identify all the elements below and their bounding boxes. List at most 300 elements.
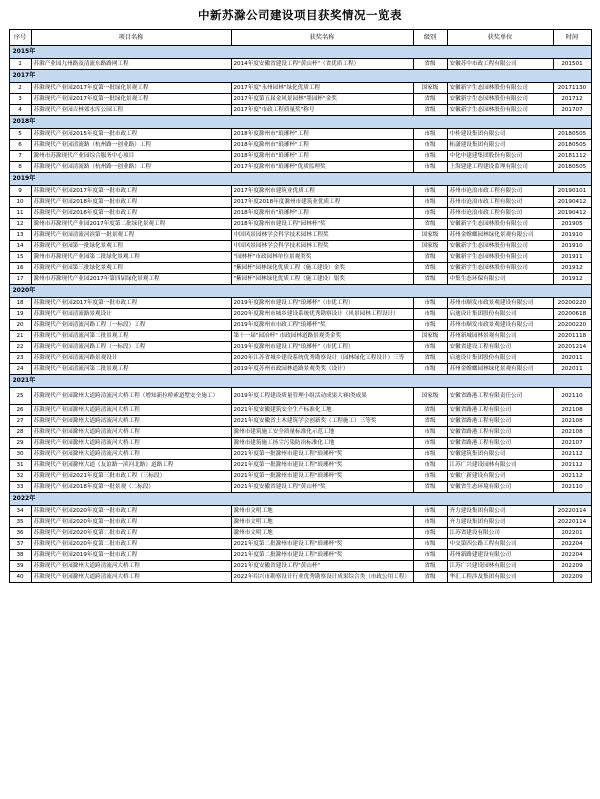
cell-level: 市级 — [413, 364, 447, 375]
cell-project: 苏滁现代产业园吉林郊水库公园工程 — [31, 105, 231, 116]
cell-date: 202108 — [553, 416, 591, 427]
cell-no: 33 — [9, 482, 31, 493]
cell-level: 市级 — [413, 539, 447, 550]
year-label: 2019年 — [9, 173, 591, 186]
table-row — [9, 129, 591, 140]
cell-project: 苏滁现代产业园清流河滨第一批景观工程 — [31, 230, 231, 241]
cell-org: 安徽新宇生态园林股份有限公司 — [447, 263, 553, 274]
cell-org: 安徽省路港工程有限公司 — [447, 416, 553, 427]
cell-org: 安徽省路港工程有限公司 — [447, 438, 553, 449]
cell-award: 2020年度滁州市城乡建设系统优秀勘察设计（风景园林工程设计） — [231, 309, 413, 320]
cell-no: 10 — [9, 197, 31, 208]
cell-level: 市级 — [413, 309, 447, 320]
cell-level: 国家级 — [413, 241, 447, 252]
cell-project: 苏滁现代产业园2018年度第一批景观（二标段） — [31, 482, 231, 493]
table-row — [9, 83, 591, 94]
cell-date: 202112 — [553, 449, 591, 460]
cell-level: 省级 — [413, 252, 447, 263]
cell-level: 市级 — [413, 517, 447, 528]
table-row — [9, 550, 591, 561]
table-row — [9, 449, 591, 460]
cell-award: 滁州市文明工地 — [231, 528, 413, 539]
cell-org: 安徽广新建设有限公司 — [447, 471, 553, 482]
cell-date: 201911 — [553, 252, 591, 263]
cell-org: 苏州市顺发市政景观建设有限公司 — [447, 320, 553, 331]
cell-level: 省级 — [413, 94, 447, 105]
cell-no: 2 — [9, 83, 31, 94]
cell-no: 1 — [9, 59, 31, 70]
cell-level: 市级 — [413, 449, 447, 460]
cell-no: 7 — [9, 151, 31, 162]
cell-org: 安徽建筑集团有限公司 — [447, 449, 553, 460]
cell-date: 201905 — [553, 219, 591, 230]
cell-date: 20201118 — [553, 331, 591, 342]
table-row — [9, 416, 591, 427]
year-group-row — [9, 70, 591, 83]
col-header-award: 获奖名称 — [231, 30, 413, 46]
cell-org: 安徽新宇生态园林股份有限公司 — [447, 105, 553, 116]
cell-no: 40 — [9, 572, 31, 583]
cell-no: 11 — [9, 208, 31, 219]
cell-date: 20200220 — [553, 320, 591, 331]
cell-no: 18 — [9, 298, 31, 309]
cell-org: 安徽省路港工程有限责任公司 — [447, 388, 553, 405]
cell-project: 苏滁现代产业园清流路（杭州路一创业路）工程 — [31, 162, 231, 173]
cell-award: 2019年度工程建设质量管理小组活动成果大赛I类成果 — [231, 388, 413, 405]
cell-award: "紫园杯"园林绿化优质工程（施工建设）金奖 — [231, 263, 413, 274]
year-group-row — [9, 173, 591, 186]
cell-date: 201707 — [553, 105, 591, 116]
cell-project: 滁州市苏滁现代产业园2017年度第二批绿化景观工程 — [31, 219, 231, 230]
cell-level: 市级 — [413, 528, 447, 539]
cell-no: 22 — [9, 342, 31, 353]
cell-no: 12 — [9, 219, 31, 230]
cell-no: 19 — [9, 309, 31, 320]
cell-project: 苏滁现代产业园滁州大道跨清流河大桥工程（增知新拉桥索道墅安全施工） — [31, 388, 231, 405]
cell-no: 15 — [9, 252, 31, 263]
cell-level: 市级 — [413, 162, 447, 173]
cell-date: 202204 — [553, 539, 591, 550]
cell-date: 202107 — [553, 438, 591, 449]
cell-award: 2021年度第一批滁州市建设工程"琅琊杯"奖 — [231, 460, 413, 471]
cell-date: 202209 — [553, 572, 591, 583]
cell-award: 2019年度滁州市建设工程"琅琊杯"（市优工程） — [231, 342, 413, 353]
cell-project: 苏滁现代产业园清流河路工程（一标段）工程 — [31, 320, 231, 331]
cell-project: 苏滁现代产业园第三批绿化景观工程 — [31, 263, 231, 274]
cell-date: 20171130 — [553, 83, 591, 94]
cell-org: 苏州金螳螂园林绿化景观有限公司 — [447, 230, 553, 241]
cell-date: 201910 — [553, 230, 591, 241]
page-title: 中新苏滁公司建设项目获奖情况一览表 — [198, 8, 402, 22]
cell-level: 市级 — [413, 298, 447, 309]
year-label: 2018年 — [9, 116, 591, 129]
cell-date: 201910 — [553, 241, 591, 252]
table-row — [9, 405, 591, 416]
cell-date: 202209 — [553, 561, 591, 572]
cell-org: 齐力建设集团有限公司 — [447, 517, 553, 528]
cell-org: 安徽省路港工程有限公司 — [447, 427, 553, 438]
cell-project: 苏滁现代产业园2017年度第一批绿化景观工程 — [31, 83, 231, 94]
cell-award: 2019年度滁州市市政工程"琅琊杯"奖 — [231, 320, 413, 331]
cell-org: 苏州市沧浪市政工程有限公司 — [447, 197, 553, 208]
cell-project: 苏滁现代产业园清流路（杭州路一创业路）工程 — [31, 140, 231, 151]
cell-award: 2018年度滁州市"琅琊杯"工程 — [231, 151, 413, 162]
cell-project: 滁州市苏滁现代产业园综合服务中心项目 — [31, 151, 231, 162]
cell-award: 2014年度安徽省建设工程"黄山杯"（省优质工程） — [231, 59, 413, 70]
cell-org: 苏州市顺发市政景观建设有限公司 — [447, 298, 553, 309]
header-row — [9, 30, 591, 46]
cell-award: 2018年度滁州市建设工程"园林杯"奖 — [231, 219, 413, 230]
table-row — [9, 151, 591, 162]
cell-no: 8 — [9, 162, 31, 173]
cell-no: 29 — [9, 438, 31, 449]
year-group-row — [9, 46, 591, 59]
cell-project: 苏滁现代产业园2020年度第一批市政工程 — [31, 517, 231, 528]
table-row — [9, 263, 591, 274]
col-header-org: 获奖单位 — [447, 30, 553, 46]
cell-award: 2019年度滁州市建设工程"琅琊杯"（市优工程） — [231, 298, 413, 309]
cell-project: 苏滁现代产业园清流河第二批景观工程 — [31, 364, 231, 375]
cell-date: 202011 — [553, 364, 591, 375]
cell-no: 13 — [9, 230, 31, 241]
table-row — [9, 105, 591, 116]
cell-date: 20220114 — [553, 517, 591, 528]
cell-project: 苏滁现代产业园滁州大道（友谊路一滨河北路）道路工程 — [31, 460, 231, 471]
year-group-row — [9, 285, 591, 298]
cell-org: 苏州市沧浪市政工程有限公司 — [447, 208, 553, 219]
year-label: 2021年 — [9, 375, 591, 388]
cell-date: 20190101 — [553, 186, 591, 197]
table-row — [9, 528, 591, 539]
cell-award: "紫园杯"园林绿化优质工程（施工建设）银奖 — [231, 274, 413, 285]
cell-award: 2021年度第一批滁州市建设工程"琅琊杯"奖 — [231, 449, 413, 460]
table-row — [9, 252, 591, 263]
cell-project: 苏滁现代产业园2021年度第三批市政工程（三标段） — [31, 471, 231, 482]
cell-level: 市级 — [413, 342, 447, 353]
cell-org: 柘潇建设集团有限公司 — [447, 140, 553, 151]
cell-level: 省级 — [413, 572, 447, 583]
cell-date: 202112 — [553, 471, 591, 482]
cell-no: 26 — [9, 405, 31, 416]
table-row — [9, 274, 591, 285]
col-header-project: 项目名称 — [31, 30, 231, 46]
table-row — [9, 59, 591, 70]
cell-level: 市级 — [413, 438, 447, 449]
cell-project: 苏滁现代产业园2017年度第一批市政工程 — [31, 186, 231, 197]
cell-date: 202201 — [553, 528, 591, 539]
cell-org: 安徽新宇生态园林股份有限公司 — [447, 241, 553, 252]
table-row — [9, 197, 591, 208]
col-header-no: 序号 — [9, 30, 31, 46]
cell-level: 市级 — [413, 506, 447, 517]
cell-award: 2021年度第二批滁州市建设工程"琅琊杯"奖 — [231, 539, 413, 550]
year-label: 2017年 — [9, 70, 591, 83]
cell-no: 27 — [9, 416, 31, 427]
cell-org: 江苏广兴建设园林有限公司 — [447, 460, 553, 471]
cell-date: 20201214 — [553, 342, 591, 353]
cell-no: 14 — [9, 241, 31, 252]
cell-date: 202011 — [553, 353, 591, 364]
cell-level: 市级 — [413, 471, 447, 482]
table-row — [9, 364, 591, 375]
cell-date: 20180505 — [553, 162, 591, 173]
cell-level: 省级 — [413, 482, 447, 493]
cell-no: 25 — [9, 388, 31, 405]
cell-award: 2021年度安徽省土木建筑学会创新奖（工程施工）三等奖 — [231, 416, 413, 427]
cell-award: 2021年度第二批滁州市建设工程"琅琊杯"奖 — [231, 550, 413, 561]
cell-project: 苏滁现代产业园2020年度第一批市政工程 — [31, 506, 231, 517]
cell-date: 201912 — [553, 274, 591, 285]
cell-no: 20 — [9, 320, 31, 331]
table-row — [9, 162, 591, 173]
cell-level: 市级 — [413, 208, 447, 219]
cell-level: 市级 — [413, 186, 447, 197]
cell-org: 中交第四公路工程有限公司 — [447, 539, 553, 550]
cell-org: 安徽新宇生态园林股份有限公司 — [447, 252, 553, 263]
col-header-level: 级别 — [413, 30, 447, 46]
cell-level: 省级 — [413, 219, 447, 230]
cell-award: 滁州市文明工地 — [231, 506, 413, 517]
table-row — [9, 208, 591, 219]
cell-award: 2022年绍兴市勘察设计行业优秀勘察设计成果综合类（市政公用工程） — [231, 572, 413, 583]
cell-no: 30 — [9, 449, 31, 460]
cell-project: 苏滁现代产业园2020年度第二批市政工程 — [31, 539, 231, 550]
cell-org: 齐力建设集团有限公司 — [447, 506, 553, 517]
cell-org: 安徽省建设工程有限公司 — [447, 342, 553, 353]
cell-org: 江苏广兴建设园林有限公司 — [447, 561, 553, 572]
cell-date: 201712 — [553, 94, 591, 105]
cell-project: 苏滁现代产业园滁州大道跨清流河大桥工程 — [31, 572, 231, 583]
cell-award: 第十一届"园冶杯" 市政园林道路景观类金奖 — [231, 331, 413, 342]
cell-date: 20180505 — [553, 140, 591, 151]
cell-no: 6 — [9, 140, 31, 151]
cell-award: 中国风景园林学会科学技术园林工程奖 — [231, 241, 413, 252]
cell-no: 5 — [9, 129, 31, 140]
cell-award: 2017年度2018年度滁州市建筑业优质工程 — [231, 197, 413, 208]
cell-award: 2021年度安徽省建设工程"黄山杯" — [231, 561, 413, 572]
table-row — [9, 388, 591, 405]
cell-no: 31 — [9, 460, 31, 471]
cell-level: 市级 — [413, 129, 447, 140]
cell-award: 2021年度安徽省建设工程"黄山杯"奖 — [231, 482, 413, 493]
cell-project: 苏滁现代产业园2016年度第一批市政工程 — [31, 208, 231, 219]
table-header — [9, 30, 591, 46]
table-row — [9, 572, 591, 583]
year-group-row — [9, 116, 591, 129]
cell-level: 省级 — [413, 274, 447, 285]
table-row — [9, 320, 591, 331]
cell-project: 苏滁现代产业园滁州大道跨清流河大桥工程 — [31, 438, 231, 449]
table-row — [9, 94, 591, 105]
cell-no: 3 — [9, 94, 31, 105]
cell-level: 省级 — [413, 59, 447, 70]
cell-level: 市级 — [413, 320, 447, 331]
cell-project: 苏滁现代产业园2015年度第一批市政工程 — [31, 129, 231, 140]
cell-level: 省级 — [413, 561, 447, 572]
cell-project: 苏滁现代产业园清流河第二批景观工程 — [31, 331, 231, 342]
cell-date: 20190412 — [553, 208, 591, 219]
cell-award: 2017年度滁州市"琅琊杯"优质监理奖 — [231, 162, 413, 173]
cell-date: 20181112 — [553, 151, 591, 162]
cell-org: 安徽新宇生态园林股份有限公司 — [447, 219, 553, 230]
cell-level: 市级 — [413, 151, 447, 162]
cell-org: 启迪设计集团股份有限公司 — [447, 353, 553, 364]
cell-no: 32 — [9, 471, 31, 482]
cell-date: 201912 — [553, 263, 591, 274]
cell-org: 安徽新宇生态园林股份有限公司 — [447, 94, 553, 105]
cell-level: 市级 — [413, 550, 447, 561]
cell-date: 202110 — [553, 482, 591, 493]
year-label: 2022年 — [9, 493, 591, 506]
cell-project: 苏滁现代产业园滁州大道跨清流河大桥工程 — [31, 416, 231, 427]
cell-level: 市级 — [413, 460, 447, 471]
cell-date: 202112 — [553, 460, 591, 471]
table-row — [9, 219, 591, 230]
cell-project: 苏滁产业园九州路及清流东路路网工程 — [31, 59, 231, 70]
cell-org: 安徽省生态环境有限公司 — [447, 482, 553, 493]
cell-project: 苏滁现代产业园2019年度第一批市政工程 — [31, 550, 231, 561]
cell-project: 苏滁现代产业园2020年度第二批市政工程 — [31, 528, 231, 539]
cell-org: 江苏省建设有限公司 — [447, 528, 553, 539]
table-row — [9, 186, 591, 197]
cell-no: 36 — [9, 528, 31, 539]
cell-date: 201501 — [553, 59, 591, 70]
table-row — [9, 460, 591, 471]
cell-project: 苏滁现代产业园滁州大道跨清流河大桥工程 — [31, 449, 231, 460]
cell-date: 202204 — [553, 550, 591, 561]
table-row — [9, 241, 591, 252]
cell-no: 38 — [9, 550, 31, 561]
cell-project: 苏滁现代产业园第一批绿化景观工程 — [31, 241, 231, 252]
cell-level: 省级 — [413, 263, 447, 274]
table-row — [9, 298, 591, 309]
cell-org: 苏州新路建建设有限公司 — [447, 550, 553, 561]
cell-date: 20200618 — [553, 309, 591, 320]
cell-award: 2017年度"永州园林"绿化优质工程 — [231, 83, 413, 94]
cell-date: 20200220 — [553, 298, 591, 309]
cell-date: 20220114 — [553, 506, 591, 517]
year-group-row — [9, 375, 591, 388]
cell-project: 苏滁现代产业园2017年度第一批市政工程 — [31, 298, 231, 309]
cell-no: 34 — [9, 506, 31, 517]
cell-project: 滁州市苏滁现代产业园2017年第四届绿化景观工程 — [31, 274, 231, 285]
cell-no: 37 — [9, 539, 31, 550]
year-label: 2015年 — [9, 46, 591, 59]
cell-level: 市级 — [413, 427, 447, 438]
table-row — [9, 353, 591, 364]
cell-project: 苏滁现代产业园清流河路工程（一标段）工程 — [31, 342, 231, 353]
cell-no: 39 — [9, 561, 31, 572]
cell-level: 省级 — [413, 416, 447, 427]
cell-level: 国家级 — [413, 83, 447, 94]
cell-project: 苏滁现代产业园滁州大道跨清流河大桥工程 — [31, 427, 231, 438]
cell-award: 滁州市建筑施工扬尘污染防治标准化工地 — [231, 438, 413, 449]
cell-org: 安徽省路港工程有限公司 — [447, 405, 553, 416]
cell-award: 滁州市文明工地 — [231, 517, 413, 528]
cell-award: 2018年度滁州市"琅琊杯"工程 — [231, 208, 413, 219]
cell-date: 202108 — [553, 405, 591, 416]
year-group-row — [9, 493, 591, 506]
table-body — [9, 46, 591, 583]
cell-award: 2018年度滁州市"琅琊杯"工程 — [231, 129, 413, 140]
cell-level: 省级 — [413, 405, 447, 416]
table-row — [9, 140, 591, 151]
cell-project: 苏滁现代产业园清流河路景观设计 — [31, 353, 231, 364]
cell-level: 市级 — [413, 140, 447, 151]
table-row — [9, 342, 591, 353]
table-row — [9, 517, 591, 528]
table-row — [9, 482, 591, 493]
cell-award: 2021年度安徽建筑安全生产标准化工地 — [231, 405, 413, 416]
cell-level: 市级 — [413, 197, 447, 208]
table-row — [9, 438, 591, 449]
cell-award: 2018年度滁州市"琅琊杯"工程 — [231, 140, 413, 151]
cell-award: 中国风景园林学会科学技术园林工程奖 — [231, 230, 413, 241]
cell-project: 苏滁现代产业园滁州大道跨清流河大桥工程 — [31, 405, 231, 416]
cell-org: 华汇工程涉及集团有限公司 — [447, 572, 553, 583]
cell-no: 28 — [9, 427, 31, 438]
cell-date: 20190412 — [553, 197, 591, 208]
cell-no: 23 — [9, 353, 31, 364]
cell-project: 苏滁现代产业园滁州大道跨清流河大桥工程 — [31, 561, 231, 572]
cell-level: 省级 — [413, 353, 447, 364]
cell-award: 2020年江苏省城乡建设系统优秀勘察设计（园林绿化工程设计）三等 — [231, 353, 413, 364]
table-row — [9, 539, 591, 550]
cell-no: 16 — [9, 263, 31, 274]
cell-level: 国家级 — [413, 331, 447, 342]
table-row — [9, 309, 591, 320]
cell-org: 苏州金螳螂园林绿化景观有限公司 — [447, 364, 553, 375]
cell-no: 21 — [9, 331, 31, 342]
awards-table — [9, 29, 592, 583]
table-row — [9, 427, 591, 438]
cell-date: 202110 — [553, 388, 591, 405]
cell-award: 滁州市建筑施工安全质量标准化示范工地 — [231, 427, 413, 438]
cell-no: 17 — [9, 274, 31, 285]
cell-org: 苏州新城园林景观有限公司 — [447, 331, 553, 342]
year-label: 2020年 — [9, 285, 591, 298]
cell-level: 国家级 — [413, 388, 447, 405]
cell-award: 2017年度第五届金风景园林"墨园杯"金奖 — [231, 94, 413, 105]
cell-org: 启迪设计集团股份有限公司 — [447, 309, 553, 320]
table-row — [9, 331, 591, 342]
cell-project: 滁州市苏滁现代产业园第二批绿化景观工程 — [31, 252, 231, 263]
table-row — [9, 506, 591, 517]
cell-no: 35 — [9, 517, 31, 528]
cell-award: "园林杯"市政园林单位景观类奖 — [231, 252, 413, 263]
table-row — [9, 471, 591, 482]
cell-no: 9 — [9, 186, 31, 197]
cell-org: 安徽新宇生态园林股份有限公司 — [447, 83, 553, 94]
col-header-date: 时间 — [553, 30, 591, 46]
cell-date: 20180505 — [553, 129, 591, 140]
cell-org: 中化中建建集团股份有限公司 — [447, 151, 553, 162]
cell-project: 苏滁现代产业园清流路景观设计 — [31, 309, 231, 320]
cell-org: 苏州市沧浪市政工程有限公司 — [447, 186, 553, 197]
table-row — [9, 561, 591, 572]
table-row — [9, 230, 591, 241]
cell-level: 国家级 — [413, 230, 447, 241]
cell-org: 安徽苏中市政工程有限公司 — [447, 59, 553, 70]
cell-org: 中桂建设集团有限公司 — [447, 129, 553, 140]
cell-level: 省级 — [413, 105, 447, 116]
cell-award: 2017年度滁州市建筑业优质工程 — [231, 186, 413, 197]
cell-project: 苏滁现代产业园2017年度第一批绿化景观工程 — [31, 94, 231, 105]
cell-award: 2019年度苏州市政园林道路景观类奖（设计） — [231, 364, 413, 375]
cell-project: 苏滁现代产业园2018年度第一批市政工程 — [31, 197, 231, 208]
cell-date: 202108 — [553, 427, 591, 438]
cell-no: 4 — [9, 105, 31, 116]
